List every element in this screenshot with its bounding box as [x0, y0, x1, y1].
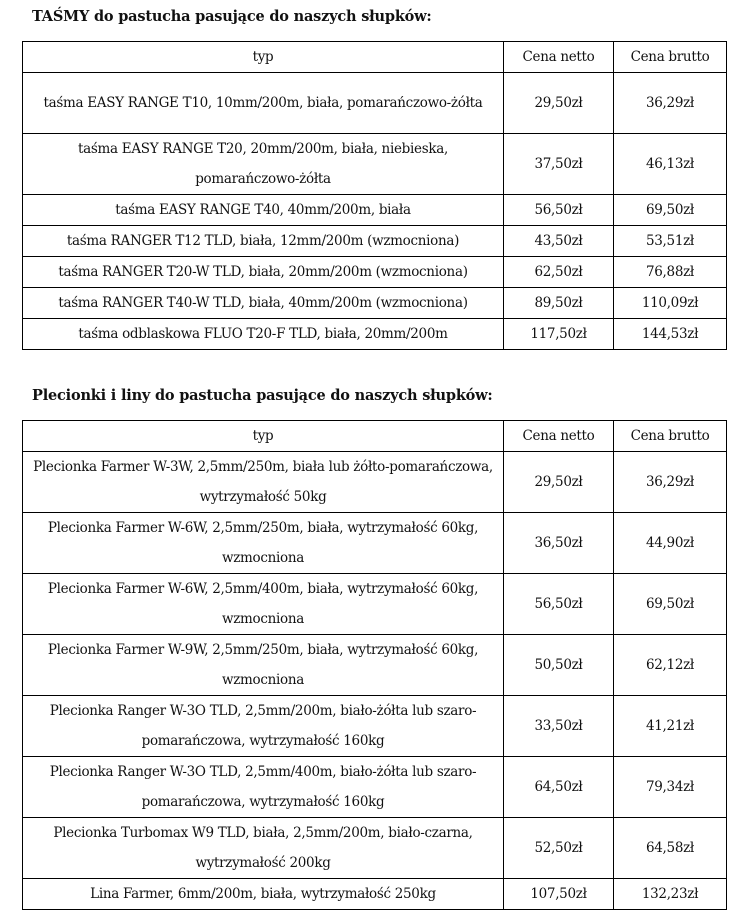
tapes-price-table	[22, 41, 727, 350]
product-type: Plecionka Ranger W-3O TLD, 2,5mm/400m, biało-żółta lub szaro-pomarańczowa, wytrzymałość 160kg	[23, 757, 504, 818]
gross-price: 41,21zł	[614, 696, 727, 757]
net-price: 29,50zł	[504, 452, 614, 513]
table-row	[23, 635, 727, 696]
net-price: 36,50zł	[504, 513, 614, 574]
net-price: 52,50zł	[504, 818, 614, 879]
braids-price-table	[22, 420, 727, 910]
gross-price: 79,34zł	[614, 757, 727, 818]
product-type: Plecionka Farmer W-6W, 2,5mm/400m, biała, wytrzymałość 60kg, wzmocniona	[23, 574, 504, 635]
section-title-braids: Plecionki i liny do pastucha pasujące do naszych słupków:	[32, 387, 493, 404]
header-type: typ	[23, 42, 504, 73]
table-row	[23, 574, 727, 635]
gross-price: 36,29zł	[614, 452, 727, 513]
table-row	[23, 319, 727, 350]
header-gross-price: Cena brutto	[614, 42, 727, 73]
product-type: Plecionka Turbomax W9 TLD, biała, 2,5mm/200m, biało-czarna, wytrzymałość 200kg	[23, 818, 504, 879]
gross-price: 36,29zł	[614, 73, 727, 134]
header-net-price: Cena netto	[504, 42, 614, 73]
gross-price: 44,90zł	[614, 513, 727, 574]
product-type: taśma RANGER T20-W TLD, biała, 20mm/200m (wzmocniona)	[23, 257, 504, 288]
net-price: 117,50zł	[504, 319, 614, 350]
product-type: taśma EASY RANGE T10, 10mm/200m, biała, pomarańczowo-żółta	[23, 73, 504, 134]
table-row	[23, 513, 727, 574]
section-title-tapes: TAŚMY do pastucha pasujące do naszych słupków:	[32, 8, 432, 25]
table-row	[23, 757, 727, 818]
net-price: 64,50zł	[504, 757, 614, 818]
table-row	[23, 452, 727, 513]
table-row	[23, 226, 727, 257]
product-type: Plecionka Farmer W-3W, 2,5mm/250m, biała lub żółto-pomarańczowa, wytrzymałość 50kg	[23, 452, 504, 513]
table-row	[23, 696, 727, 757]
header-gross-price: Cena brutto	[614, 421, 727, 452]
net-price: 62,50zł	[504, 257, 614, 288]
table-header-row	[23, 42, 727, 73]
table-row	[23, 288, 727, 319]
net-price: 43,50zł	[504, 226, 614, 257]
table-row	[23, 879, 727, 910]
net-price: 33,50zł	[504, 696, 614, 757]
header-type: typ	[23, 421, 504, 452]
gross-price: 144,53zł	[614, 319, 727, 350]
product-type: Plecionka Farmer W-6W, 2,5mm/250m, biała, wytrzymałość 60kg, wzmocniona	[23, 513, 504, 574]
product-type: taśma RANGER T12 TLD, biała, 12mm/200m (wzmocniona)	[23, 226, 504, 257]
gross-price: 110,09zł	[614, 288, 727, 319]
net-price: 56,50zł	[504, 574, 614, 635]
product-type: taśma odblaskowa FLUO T20-F TLD, biała, 20mm/200m	[23, 319, 504, 350]
gross-price: 62,12zł	[614, 635, 727, 696]
table-row	[23, 195, 727, 226]
net-price: 37,50zł	[504, 134, 614, 195]
product-type: taśma EASY RANGE T20, 20mm/200m, biała, niebieska, pomarańczowo-żółta	[23, 134, 504, 195]
gross-price: 69,50zł	[614, 574, 727, 635]
net-price: 89,50zł	[504, 288, 614, 319]
product-type: taśma RANGER T40-W TLD, biała, 40mm/200m (wzmocniona)	[23, 288, 504, 319]
gross-price: 64,58zł	[614, 818, 727, 879]
net-price: 56,50zł	[504, 195, 614, 226]
net-price: 29,50zł	[504, 73, 614, 134]
product-type: Plecionka Farmer W-9W, 2,5mm/250m, biała, wytrzymałość 60kg, wzmocniona	[23, 635, 504, 696]
gross-price: 69,50zł	[614, 195, 727, 226]
product-type: Plecionka Ranger W-3O TLD, 2,5mm/200m, biało-żółta lub szaro-pomarańczowa, wytrzymałość 160kg	[23, 696, 504, 757]
table-row	[23, 257, 727, 288]
gross-price: 46,13zł	[614, 134, 727, 195]
net-price: 50,50zł	[504, 635, 614, 696]
table-row	[23, 818, 727, 879]
gross-price: 53,51zł	[614, 226, 727, 257]
table-header-row	[23, 421, 727, 452]
gross-price: 132,23zł	[614, 879, 727, 910]
header-net-price: Cena netto	[504, 421, 614, 452]
table-row	[23, 134, 727, 195]
product-type: Lina Farmer, 6mm/200m, biała, wytrzymałość 250kg	[23, 879, 504, 910]
table-row	[23, 73, 727, 134]
gross-price: 76,88zł	[614, 257, 727, 288]
net-price: 107,50zł	[504, 879, 614, 910]
product-type: taśma EASY RANGE T40, 40mm/200m, biała	[23, 195, 504, 226]
